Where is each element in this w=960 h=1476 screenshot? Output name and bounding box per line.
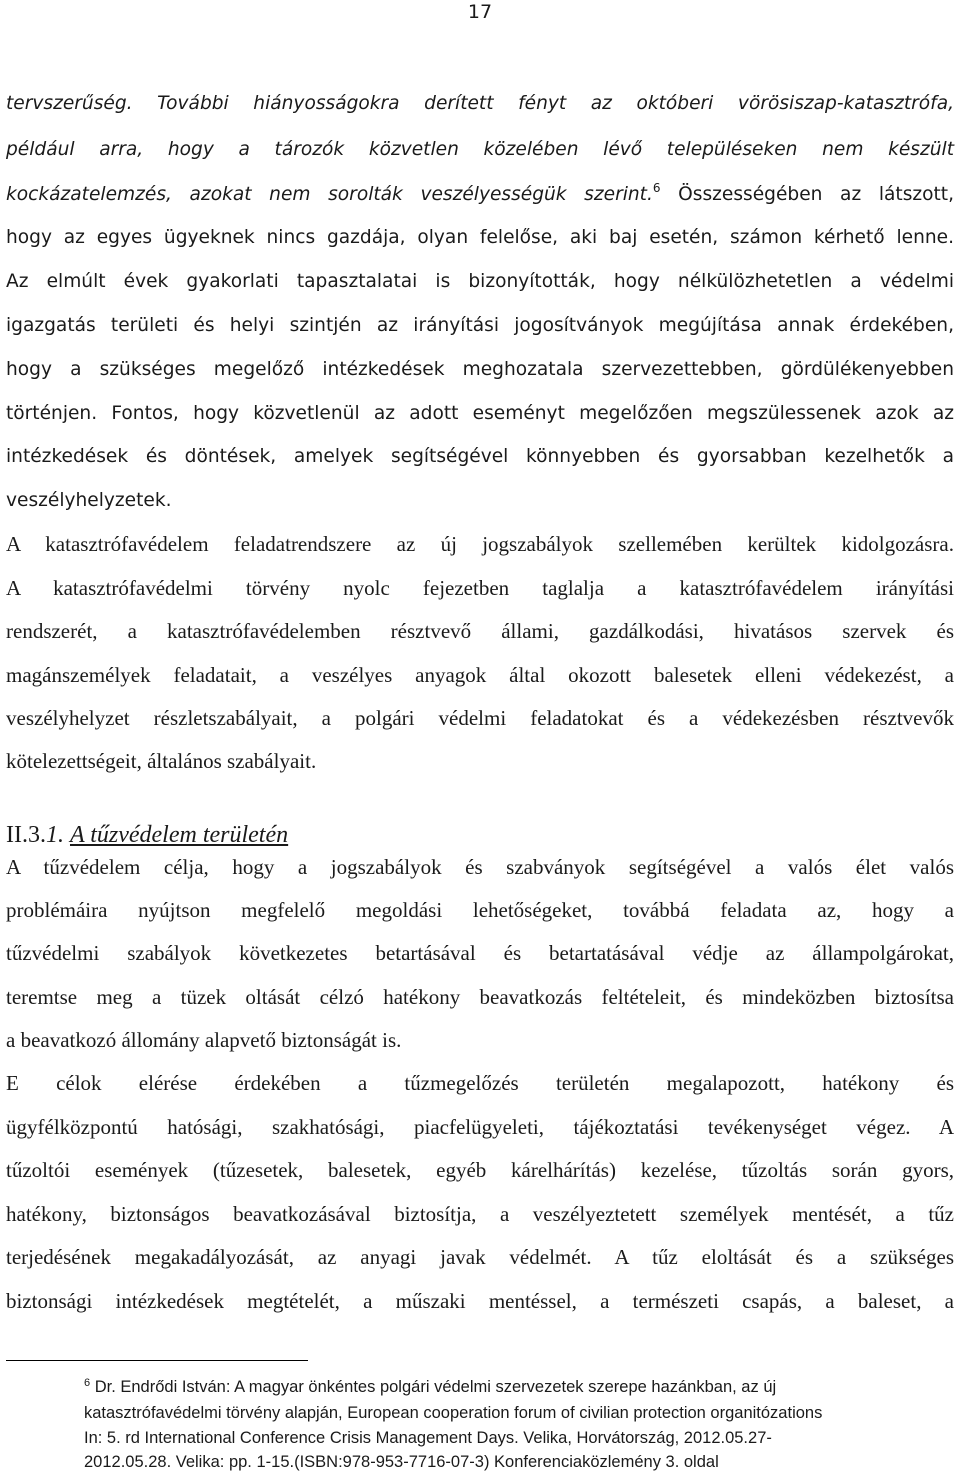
text-span: Összességében az látszott, (660, 184, 955, 205)
text-line: hatékony, biztonságos beavatkozásával biztosítja, a veszélyeztetett személyek mentését, a tűz (6, 1202, 954, 1226)
text-line: Az elmúlt évek gyakorlati tapasztalatai is bizonyították, hogy nélkülözhetetlen a védelmi (6, 271, 954, 292)
footnote-line: katasztrófavédelmi törvény alapján, European cooperation forum of civilian protection organitózations (84, 1404, 823, 1422)
text-line: E célok elérése érdekében a tűzmegelőzés területén megalapozott, hatékony és (6, 1071, 954, 1095)
text-line: intézkedések és döntések, amelyek segítségével könnyebben és gyorsabban kezelhetők a (6, 446, 954, 467)
text-line: ügyfélközpontú hatósági, szakhatósági, piacfelügyeleti, tájékoztatási tevékenységet végez. A (6, 1115, 954, 1139)
text-line: kötelezettségeit, általános szabályait. (6, 749, 317, 773)
footnote-separator (6, 1360, 308, 1361)
text-line (6, 181, 954, 209)
heading-title: A tűzvédelem területén (69, 822, 289, 848)
text-line: problémáira nyújtson megfelelő megoldási lehetőségeket, továbbá feladata az, hogy a (6, 898, 954, 922)
heading-subnumber: 1. (45, 822, 64, 848)
text-line: tűzoltói események (tűzesetek, balesetek, egyéb kárelhárítás) kezelése, tűzoltás során gyors, (6, 1158, 954, 1182)
text-line: biztonsági intézkedések megtételét, a műszaki mentéssel, a természeti csapás, a baleset, a (6, 1289, 954, 1313)
text-line: veszélyhelyzet részletszabályait, a polgári védelmi feladatokat és a védekezésben résztvevők (6, 706, 954, 730)
text-line: teremtse meg a tüzek oltását célzó hatékony beavatkozás feltételeit, és mindeközben biztosítsa (6, 985, 954, 1009)
footnote-reference[interactable]: 6 (652, 181, 661, 195)
text-line: rendszerét, a katasztrófavédelemben résztvevő állami, gazdálkodási, hivatásos szervek és (6, 619, 954, 643)
text-line: A katasztrófavédelmi törvény nyolc fejezetben taglalja a katasztrófavédelem irányítási (6, 576, 954, 600)
page-number: 17 (467, 1, 493, 23)
heading-number: II.3. (6, 822, 46, 848)
text-line: tűzvédelmi szabályok következetes betartásával és betartatásával védje az állampolgárokat, (6, 941, 954, 965)
footnote-line: In: 5. rd International Conference Crisis Management Days. Velika, Horvátország, 2012.05.27- (84, 1429, 772, 1447)
text-line: veszélyhelyzetek. (6, 490, 172, 511)
text-line: például arra, hogy a tározók közvetlen közelében lévő településeken nem készült (6, 139, 954, 160)
section-heading (6, 820, 954, 850)
text-span: kockázatelemzés, azokat nem sorolták veszélyességük szerint. (6, 184, 653, 205)
text-line: tervszerűség. További hiányosságokra derített fényt az októberi vörösiszap-katasztrófa, (6, 93, 954, 114)
text-line: hogy az egyes ügyeknek nincs gazdája, olyan felelőse, aki baj esetén, számon kérhető lenne. (6, 227, 954, 248)
text-line: történjen. Fontos, hogy közvetlenül az adott eseményt megelőzően megszülessenek azok az (6, 403, 954, 424)
footnote-line: 2012.05.28. Velika: pp. 1-15.(ISBN:978-953-7716-07-3) Konferenciaközlemény 3. oldal (84, 1453, 719, 1471)
text-line: a beavatkozó állomány alapvető biztonságát is. (6, 1028, 402, 1052)
text-line: hogy a szükséges megelőző intézkedések meghozatala szervezettebben, gördülékenyebben (6, 359, 954, 380)
text-line: terjedésének megakadályozását, az anyagi javak védelmét. A tűz eloltását és a szükséges (6, 1245, 954, 1269)
text-line: magánszemélyek feladatait, a veszélyes anyagok által okozott balesetek elleni védekezést, a (6, 663, 954, 687)
text-span: Dr. Endrődi István: A magyar önkéntes polgári védelmi szervezetek szerepe hazánkban, az új (90, 1378, 777, 1396)
footnote-mark: 6 (84, 1377, 91, 1389)
text-line: igazgatás területi és helyi szintjén az irányítási jogosítványok megújítása annak érdekében, (6, 315, 954, 336)
text-line: A tűzvédelem célja, hogy a jogszabályok és szabványok segítségével a valós élet valós (6, 855, 954, 879)
footnote-line (84, 1376, 904, 1398)
text-line: A katasztrófavédelem feladatrendszere az új jogszabályok szellemében kerültek kidolgozásra. (6, 532, 954, 556)
